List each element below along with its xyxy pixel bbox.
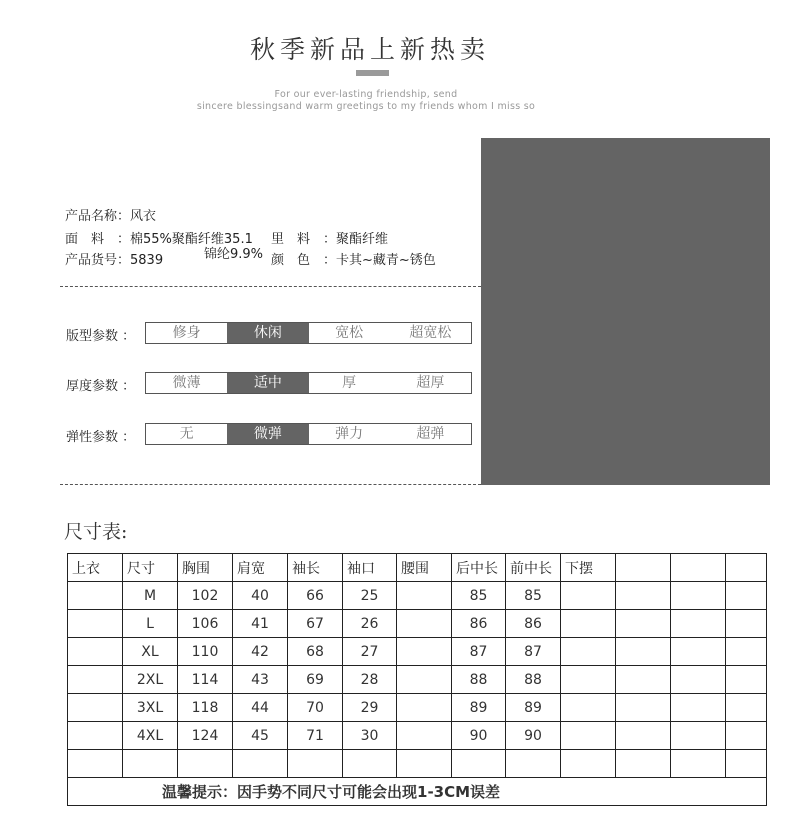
table-cell [68, 582, 123, 610]
table-cell: 43 [233, 666, 288, 694]
table-cell: 42 [233, 638, 288, 666]
thickness-param-label: 厚度参数 ： [66, 379, 136, 394]
table-cell [506, 750, 561, 778]
thickness-option: 超厚 [416, 375, 445, 391]
divider-top [60, 286, 481, 287]
table-cell: 102 [178, 582, 233, 610]
table-row [68, 638, 767, 666]
table-cell: 88 [506, 666, 561, 694]
product-name-label: 产品名称： [65, 209, 131, 224]
table-cell [561, 582, 616, 610]
size-chart-heading: 尺寸表: [64, 521, 128, 543]
table-cell [726, 582, 767, 610]
elasticity-param-scale [145, 423, 472, 445]
table-cell [616, 638, 671, 666]
table-cell [68, 638, 123, 666]
table-cell [452, 750, 506, 778]
table-cell [68, 722, 123, 750]
color-value: 卡其~藏青~锈色 [336, 253, 436, 268]
table-cell [288, 750, 343, 778]
table-header-cell [726, 554, 767, 582]
table-cell [68, 666, 123, 694]
table-cell [616, 694, 671, 722]
fit-option: 超宽松 [409, 325, 452, 341]
table-cell: 40 [233, 582, 288, 610]
thickness-option: 微薄 [172, 375, 201, 391]
table-cell [123, 750, 178, 778]
table-cell: 124 [178, 722, 233, 750]
table-cell [671, 694, 726, 722]
table-cell: XL [123, 638, 178, 666]
product-name-value: 风衣 [130, 209, 157, 224]
table-cell: 106 [178, 610, 233, 638]
table-cell [561, 666, 616, 694]
table-cell [616, 750, 671, 778]
sku-value: 5839 [130, 253, 164, 268]
table-cell: 68 [288, 638, 343, 666]
table-cell: 88 [452, 666, 506, 694]
fit-option: 修身 [172, 325, 201, 341]
elasticity-option: 无 [179, 426, 194, 442]
table-cell [397, 666, 452, 694]
thickness-option: 适中 [227, 373, 308, 393]
table-cell: 89 [452, 694, 506, 722]
table-cell [671, 582, 726, 610]
table-cell: 27 [343, 638, 397, 666]
table-cell: 3XL [123, 694, 178, 722]
table-row [68, 666, 767, 694]
table-cell [671, 666, 726, 694]
table-cell [561, 694, 616, 722]
fabric-value-2: 锦纶9.9% [204, 247, 264, 262]
table-cell [68, 610, 123, 638]
table-cell: 90 [506, 722, 561, 750]
table-cell: 29 [343, 694, 397, 722]
table-cell: 67 [288, 610, 343, 638]
fabric-label: 面 料 ： [65, 232, 131, 247]
fabric-value: 棉55%聚酯纤维35.1 [130, 232, 253, 247]
tagline-line-2: sincere blessingsand warm greetings to my friends whom I miss so [196, 101, 536, 112]
table-cell [233, 750, 288, 778]
divider-bottom [60, 484, 481, 485]
table-header-cell: 上衣 [68, 554, 123, 582]
elasticity-option: 弹力 [335, 426, 364, 442]
lining-label: 里 料 ： [271, 232, 337, 247]
table-cell: 41 [233, 610, 288, 638]
table-cell: 89 [506, 694, 561, 722]
sku-row [65, 249, 163, 268]
table-cell [68, 694, 123, 722]
table-cell: 114 [178, 666, 233, 694]
table-cell [397, 722, 452, 750]
table-cell [397, 610, 452, 638]
table-row [68, 694, 767, 722]
table-cell: 4XL [123, 722, 178, 750]
elasticity-param-label: 弹性参数 ： [66, 430, 136, 445]
table-cell [397, 694, 452, 722]
table-cell [726, 722, 767, 750]
table-cell [68, 750, 123, 778]
table-header-row [68, 554, 767, 582]
color-label: 颜 色 ： [271, 253, 337, 268]
table-cell [671, 638, 726, 666]
table-cell [726, 638, 767, 666]
table-row [68, 722, 767, 750]
table-row [68, 750, 767, 778]
size-note: 温馨提示：因手势不同尺寸可能会出现1-3CM误差 [68, 778, 767, 806]
table-header-cell: 后中长 [452, 554, 506, 582]
size-table-body [68, 554, 767, 806]
lining-row [271, 228, 388, 247]
table-cell [616, 610, 671, 638]
table-cell: 44 [233, 694, 288, 722]
table-cell: 45 [233, 722, 288, 750]
table-cell [397, 638, 452, 666]
elasticity-option: 微弹 [227, 424, 308, 444]
table-header-cell [671, 554, 726, 582]
table-header-cell: 胸围 [178, 554, 233, 582]
table-header-cell: 前中长 [506, 554, 561, 582]
table-header-cell: 肩宽 [233, 554, 288, 582]
table-cell [616, 666, 671, 694]
product-photo [481, 138, 770, 485]
table-header-cell [616, 554, 671, 582]
elasticity-option: 超弹 [416, 426, 445, 442]
table-header-cell: 袖口 [343, 554, 397, 582]
table-cell [726, 694, 767, 722]
product-name-row [65, 205, 156, 224]
table-cell: 26 [343, 610, 397, 638]
table-cell [178, 750, 233, 778]
table-header-cell: 袖长 [288, 554, 343, 582]
table-cell [561, 638, 616, 666]
table-header-cell: 下摆 [561, 554, 616, 582]
table-cell [561, 610, 616, 638]
table-header-cell: 腰围 [397, 554, 452, 582]
table-cell [726, 666, 767, 694]
fit-option: 休闲 [227, 323, 308, 343]
table-cell: 87 [452, 638, 506, 666]
sku-label: 产品货号： [65, 253, 131, 268]
fit-param-label: 版型参数 ： [66, 329, 136, 344]
table-cell: L [123, 610, 178, 638]
table-cell [561, 750, 616, 778]
tagline-line-1: For our ever-lasting friendship, send [274, 89, 458, 100]
table-cell: 2XL [123, 666, 178, 694]
table-cell: 66 [288, 582, 343, 610]
note-row [68, 778, 767, 806]
table-cell [671, 610, 726, 638]
table-cell [726, 750, 767, 778]
table-row [68, 582, 767, 610]
table-cell: 87 [506, 638, 561, 666]
fit-option: 宽松 [335, 325, 364, 341]
color-row [271, 249, 436, 268]
table-cell: 70 [288, 694, 343, 722]
table-cell: 71 [288, 722, 343, 750]
table-cell: 110 [178, 638, 233, 666]
table-cell [561, 722, 616, 750]
table-cell: 86 [452, 610, 506, 638]
table-cell: 25 [343, 582, 397, 610]
table-row [68, 610, 767, 638]
fit-param-scale [145, 322, 472, 344]
table-cell: 28 [343, 666, 397, 694]
table-cell: 30 [343, 722, 397, 750]
table-cell [343, 750, 397, 778]
title-divider [356, 70, 389, 76]
table-cell: M [123, 582, 178, 610]
table-cell [671, 722, 726, 750]
table-cell [616, 722, 671, 750]
table-cell [726, 610, 767, 638]
table-cell [397, 582, 452, 610]
table-cell: 85 [452, 582, 506, 610]
table-cell [616, 582, 671, 610]
size-table [67, 553, 767, 806]
table-cell: 90 [452, 722, 506, 750]
table-cell [397, 750, 452, 778]
lining-value: 聚酯纤维 [336, 232, 389, 247]
table-cell: 85 [506, 582, 561, 610]
page-title: 秋季新品上新热卖 [249, 35, 490, 64]
table-cell: 118 [178, 694, 233, 722]
thickness-option: 厚 [342, 375, 357, 391]
table-cell: 86 [506, 610, 561, 638]
table-cell [671, 750, 726, 778]
thickness-param-scale [145, 372, 472, 394]
table-header-cell: 尺寸 [123, 554, 178, 582]
table-cell: 69 [288, 666, 343, 694]
